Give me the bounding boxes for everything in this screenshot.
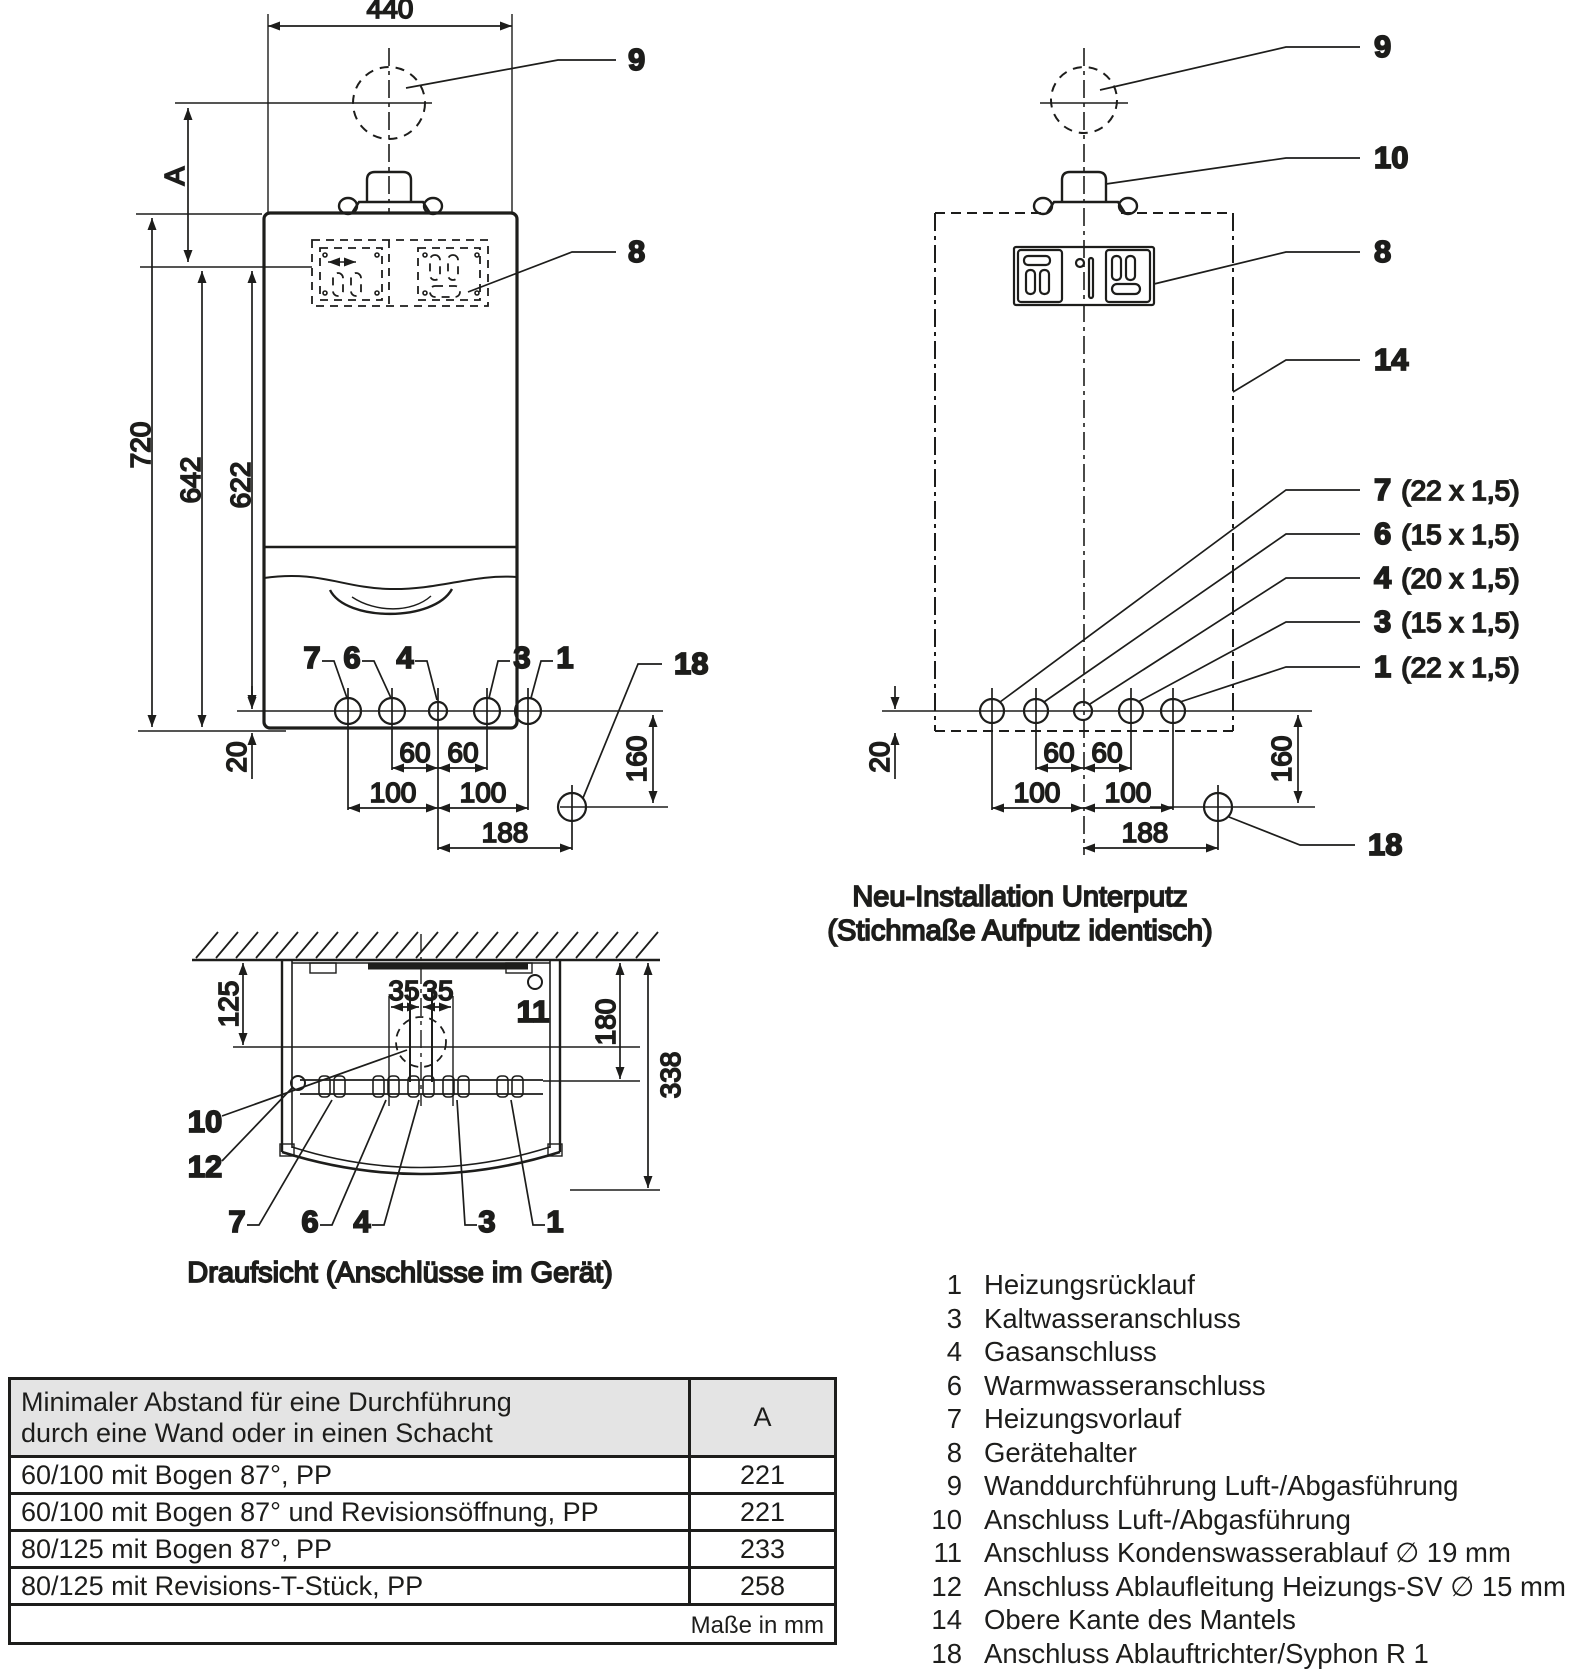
callout-8: 8 [1374,234,1392,269]
dim-100-right-label: 100 [459,777,507,808]
legend-label: Heizungsrücklauf [984,1269,1195,1300]
legend-num: 10 [931,1503,962,1535]
legend-label: Wanddurchführung Luft-/Abgasführung [984,1470,1459,1501]
dim-60-left-label: 60 [399,737,431,768]
legend-label: Obere Kante des Mantels [984,1604,1296,1635]
legend-num: 7 [946,1403,962,1434]
callout-7: 7 [228,1204,246,1239]
leader-1 [531,661,553,698]
handle-recess [330,589,452,614]
top-view [187,932,686,1289]
pipe-label-4: 4 (20 x 1,5) [1374,560,1520,595]
dim-188-label: 188 [481,817,529,848]
leader-10 [222,1050,407,1116]
legend-label: Anschluss Ablauftrichter/Syphon R 1 [984,1637,1429,1669]
legend-num: 6 [946,1369,962,1401]
flue-adapter [1034,172,1137,214]
leader-4 [372,1100,419,1225]
device-holder-dashed [312,240,488,306]
legend-label: Warmwasseranschluss [984,1369,1266,1401]
table-row-label: 60/100 mit Bogen 87° und Revisionsöffnung, PP [11,1495,691,1529]
dim-440-label: 440 [366,0,414,24]
legend-num: 4 [946,1336,962,1367]
legend-item [872,1603,1582,1637]
callout-7: 7 [303,640,321,675]
table-row-label: 80/125 mit Bogen 87°, PP [11,1532,691,1566]
legend-num: 18 [931,1637,962,1669]
callout-3: 3 [478,1204,496,1239]
min-distance-table [8,1377,837,1645]
legend-item [872,1469,1582,1503]
rear-view-caption-1: Neu-Installation Unterputz [852,881,1188,913]
dim-60-left-label: 60 [1043,737,1075,768]
callout-6: 6 [343,640,361,675]
table-header-row [11,1380,834,1458]
leader-pipe-3 [1138,622,1360,702]
callout-1: 1 [556,640,574,675]
leader-14 [1233,360,1360,392]
callout-1: 1 [546,1204,564,1239]
front-panel-wave [264,576,517,589]
rear-view-caption-2: (Stichmaße Aufputz identisch) [827,915,1213,947]
leader-9 [406,60,616,88]
legend-item [872,1335,1582,1369]
table-row-value: 233 [739,1533,786,1564]
legend-num: 1 [946,1269,962,1300]
device-holder-details [323,253,479,295]
callout-4: 4 [353,1204,371,1239]
legend-item [872,1536,1582,1570]
dim-338-label: 338 [655,1051,686,1099]
leader-6 [362,661,391,698]
pipe-label-6: 6 (15 x 1,5) [1374,516,1520,551]
table-row [11,1458,834,1495]
legend-item [872,1570,1582,1604]
legend-num: 9 [946,1470,962,1501]
table-row [11,1495,834,1532]
dim-642-label: 642 [175,456,206,504]
dim-20-label: 20 [221,741,252,773]
leader-8 [1154,252,1360,284]
leader-pipe-7 [1000,490,1360,702]
legend-label: Anschluss Kondenswasserablauf ∅ 19 mm [984,1537,1511,1568]
dim-60-right-label: 60 [447,737,479,768]
pipe-label-3: 3 (15 x 1,5) [1374,604,1520,639]
legend-num: 12 [931,1570,962,1602]
table-row-label: 80/125 mit Revisions-T-Stück, PP [11,1569,691,1603]
rear-view [827,29,1519,947]
dim-20-label: 20 [864,741,895,773]
condensate-port-11 [528,975,542,989]
boiler-outline [264,213,517,728]
flue-adapter [339,172,442,214]
legend-num: 8 [946,1436,962,1468]
table-row-value: 258 [739,1570,786,1601]
callout-9: 9 [628,42,646,77]
dim-180-label: 180 [590,998,621,1046]
leader-4 [415,661,437,700]
callout-18: 18 [674,646,709,681]
dim-188-label: 188 [1121,817,1169,848]
leader-10 [1106,158,1360,184]
callout-11: 11 [516,994,550,1029]
legend-num: 3 [946,1302,962,1334]
legend-item [872,1302,1582,1336]
callout-12: 12 [187,1149,223,1184]
table-row-value: 221 [739,1496,786,1527]
callout-9: 9 [1374,29,1392,64]
callout-10: 10 [187,1104,223,1139]
legend-label: Heizungsvorlauf [984,1403,1182,1434]
wall-hatching [196,932,658,958]
legend-label: Gerätehalter [984,1436,1137,1468]
table-footer-note: Maße in mm [690,1612,824,1639]
legend-item [872,1268,1582,1302]
table-header-line1: Minimaler Abstand für eine Durchführung [21,1386,512,1417]
callout-10: 10 [1374,140,1409,175]
table-row-value: 221 [739,1459,786,1490]
leader-pipe-1 [1180,667,1360,702]
table-footer-row [11,1606,834,1642]
legend-label: Anschluss Luft-/Abgasführung [984,1503,1351,1535]
callout-4: 4 [396,640,414,675]
legend [872,1268,1582,1670]
legend-label: Gasanschluss [984,1336,1157,1367]
legend-item [872,1369,1582,1403]
table-header-desc [11,1380,691,1455]
legend-num: 14 [931,1604,962,1635]
table-row-label: 60/100 mit Bogen 87°, PP [11,1458,691,1492]
callout-3: 3 [513,640,531,675]
dim-35-right-label: 35 [422,975,454,1006]
table-header-line2: durch eine Wand oder in einen Schacht [21,1417,493,1448]
leader-8 [468,252,616,292]
dim-100-right-label: 100 [1104,777,1152,808]
leader-3 [489,661,510,698]
legend-num: 11 [933,1537,962,1568]
callout-6: 6 [301,1204,319,1239]
callout-18: 18 [1368,827,1403,862]
legend-item [872,1637,1582,1671]
leader-3 [457,1100,477,1225]
dim-622-label: 622 [225,461,256,509]
table-row [11,1569,834,1606]
legend-label: Anschluss Ablaufleitung Heizungs-SV ∅ 15 mm [984,1570,1566,1602]
leader-9 [1100,47,1360,90]
legend-item [872,1436,1582,1470]
dim-160-label: 160 [1266,735,1297,783]
dim-35-left-label: 35 [388,975,420,1006]
front-view [125,0,708,850]
table-header-A: A [753,1402,772,1432]
leader-18 [1229,817,1355,845]
dim-100-left-label: 100 [1013,777,1061,808]
legend-label: Kaltwasseranschluss [984,1302,1241,1334]
dim-160-label: 160 [621,735,652,783]
dim-60-right-label: 60 [1091,737,1123,768]
dim-A-label: A [159,166,190,186]
legend-item [872,1503,1582,1537]
dim-100-left-label: 100 [369,777,417,808]
top-view-caption: Draufsicht (Anschlüsse im Gerät) [187,1257,613,1289]
dim-720-label: 720 [125,421,156,469]
dim-125-label: 125 [213,980,244,1028]
handle-recess-inner [352,596,431,609]
legend-item [872,1402,1582,1436]
pipe-label-1: 1 (22 x 1,5) [1374,649,1520,684]
callout-14: 14 [1374,342,1409,377]
table-row [11,1532,834,1569]
leader-pipe-6 [1044,534,1360,702]
callout-8: 8 [628,234,646,269]
pipe-label-7: 7 (22 x 1,5) [1374,472,1520,507]
